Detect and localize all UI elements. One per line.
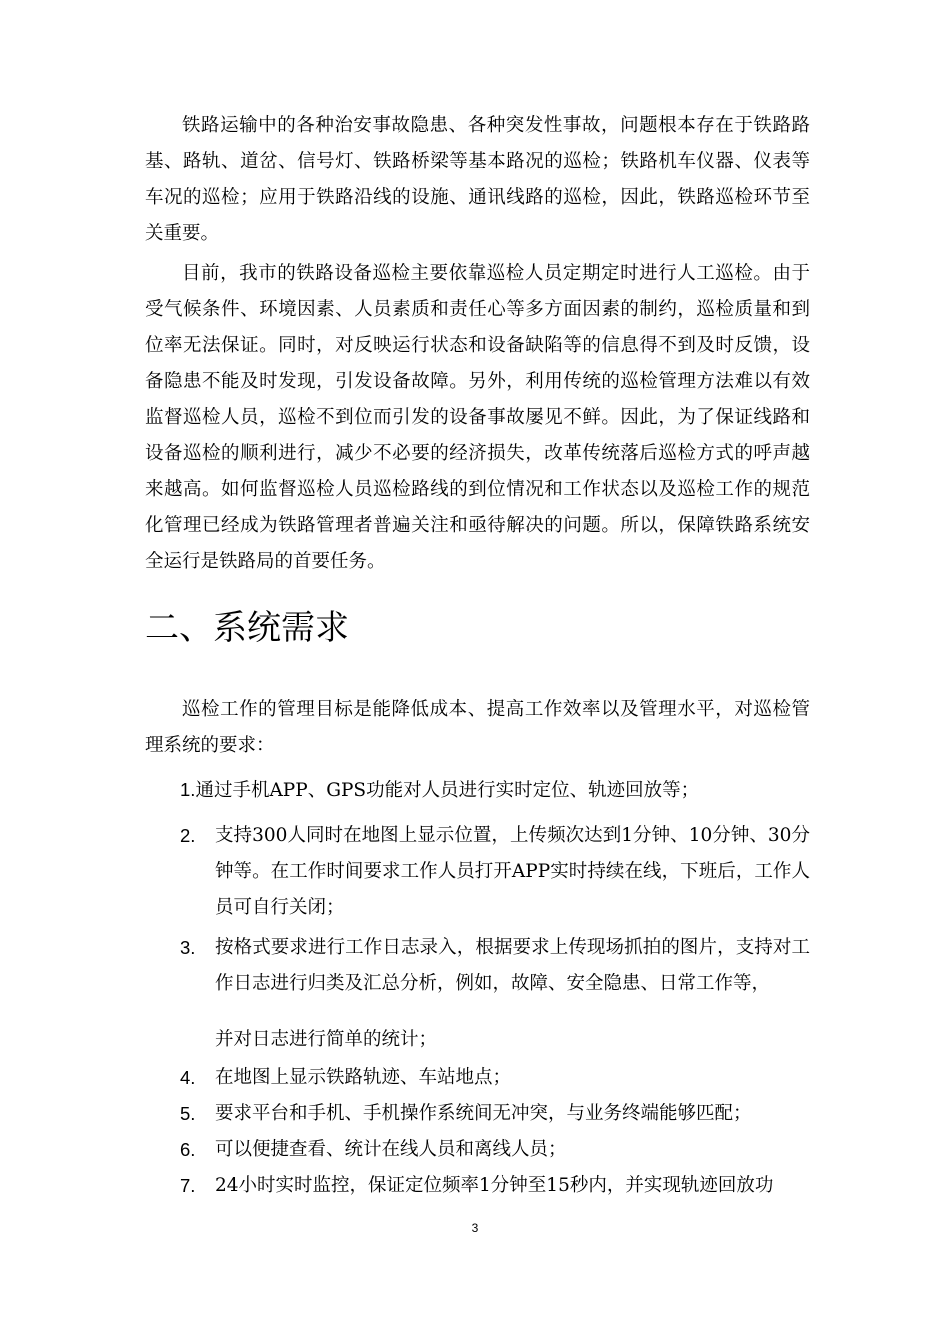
page-number: 3 — [471, 1221, 479, 1235]
list-item — [180, 772, 810, 809]
list-item-text: 支持300人同时在地图上显示位置，上传频次达到1分钟、10分钟、30分钟等。在工作时间要求工作人员打开APP实时持续在线，下班后，工作人员可自行关闭； — [215, 825, 810, 918]
list-item-text: 可以便捷查看、统计在线人员和离线人员； — [215, 1139, 567, 1160]
list-item-text: 要求平台和手机、手机操作系统间无冲突，与业务终端能够匹配； — [215, 1103, 752, 1124]
list-item-number: 5. — [180, 1103, 196, 1124]
list-item — [180, 1096, 810, 1132]
list-item-number: 2. — [180, 825, 196, 846]
paragraph-background: 铁路运输中的各种治安事故隐患、各种突发性事故，问题根本存在于铁路路基、路轨、道岔、信号灯、铁路桥梁等基本路况的巡检；铁路机车仪器、仪表等车况的巡检；应用于铁路沿线的设施、通讯线路的巡检，因此，铁路巡检环节至关重要。 — [145, 115, 810, 244]
list-item-number: 4. — [180, 1067, 196, 1088]
list-item — [180, 930, 810, 1002]
list-item-text: 按格式要求进行工作日志录入，根据要求上传现场抓拍的图片，支持对工作日志进行归类及汇总分析，例如，故障、安全隐患、日常工作等， — [215, 937, 810, 994]
list-item — [180, 1168, 810, 1204]
list-item — [180, 1060, 810, 1096]
list-item — [180, 818, 810, 926]
list-item-number: 7. — [180, 1175, 196, 1196]
paragraph-requirements-intro: 巡检工作的管理目标是能降低成本、提高工作效率以及管理水平，对巡检管理系统的要求： — [145, 699, 810, 756]
list-item — [180, 1132, 810, 1168]
list-item-text: 在地图上显示铁路轨迹、车站地点； — [215, 1067, 512, 1088]
list-item-continuation: 并对日志进行简单的统计； — [215, 1029, 438, 1050]
paragraph-current-situation: 目前，我市的铁路设备巡检主要依靠巡检人员定期定时进行人工巡检。由于受气候条件、环境因素、人员素质和责任心等多方面因素的制约，巡检质量和到位率无法保证。同时，对反映运行状态和设备缺陷等的信息得不到及时反馈，设备隐患不能及时发现，引发设备故障。另外，利用传统的巡检管理方法难以有效监督巡检人员，巡检不到位而引发的设备事故屡见不鲜。因此，为了保证线路和设备巡检的顺利进行，减少不必要的经济损失，改革传统落后巡检方式的呼声越来越高。如何监督巡检人员巡检路线的到位情况和工作状态以及巡检工作的规范化管理已经成为铁路管理者普遍关注和亟待解决的问题。所以，保障铁路系统安全运行是铁路局的首要任务。 — [145, 263, 810, 572]
list-item-text: 通过手机APP、GPS功能对人员进行实时定位、轨迹回放等； — [195, 780, 700, 801]
list-item-number: 3. — [180, 937, 196, 958]
list-item-number: 6. — [180, 1139, 196, 1160]
list-item-number: 1. — [180, 779, 196, 800]
section-heading: 二、系统需求 — [145, 608, 349, 648]
list-item-text: 24小时实时监控，保证定位频率1分钟至15秒内，并实现轨迹回放功 — [215, 1175, 774, 1196]
